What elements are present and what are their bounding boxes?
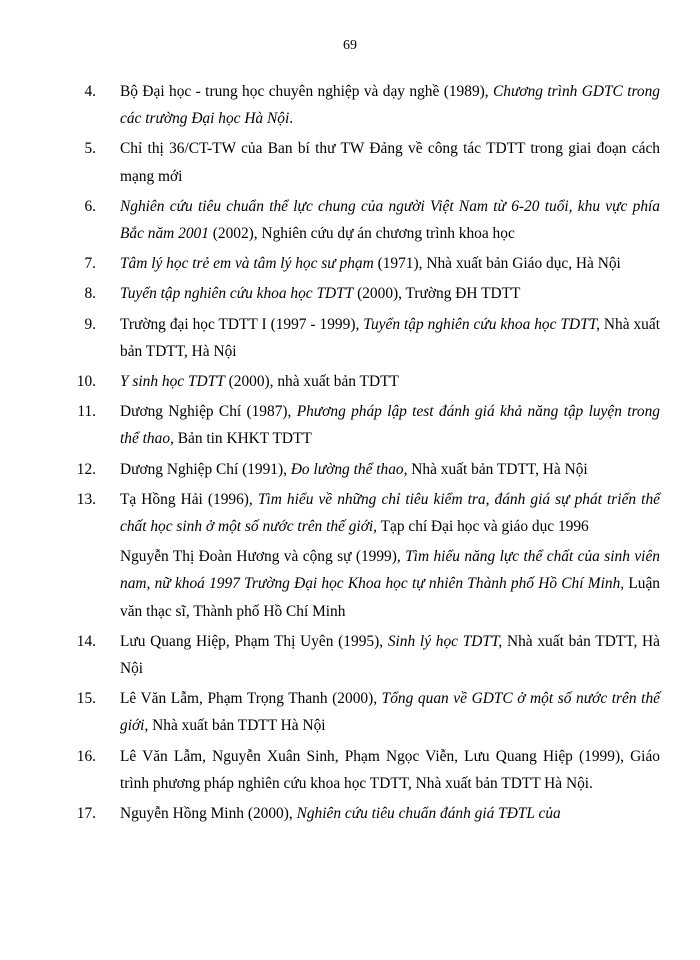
reference-text: Bộ Đại học - trung học chuyên nghiệp và dạy nghề (1989), [120, 83, 494, 100]
reference-number: 14. [76, 632, 96, 650]
reference-item [84, 193, 660, 247]
reference-item [84, 78, 660, 132]
reference-item [76, 486, 660, 540]
reference-item [84, 135, 660, 189]
reference-text: , Nhà xuất bản TDTT Hà Nội [144, 717, 326, 735]
reference-item [77, 398, 660, 452]
page-number: 69 [343, 38, 357, 53]
reference-title: Y sinh học TDTT [120, 373, 225, 391]
reference-text: Dương Nghiệp Chí (1987), [120, 403, 297, 421]
reference-text: , Luận văn thạc sĩ, Thành phố Hồ Chí Minh [120, 575, 660, 620]
reference-text: Nhà xuất bản TDTT, Hà Nội [120, 315, 660, 360]
reference-item [76, 743, 660, 797]
reference-title: Tìm hiểu về những chỉ tiêu kiểm tra, đánh giá sự phát triển thể chất học sinh ở một số nước trên thế giới, [120, 490, 660, 536]
reference-title: Tổng quan về GDTC ở một số nước trên thế giới [120, 690, 660, 735]
reference-number: 9. [84, 315, 96, 333]
reference-number: 16. [76, 747, 96, 765]
reference-title: Tìm hiểu năng lực thể chất của sinh viên nam, nữ khoá 1997 Trường Đại học Khoa học tự nhiên Thành phố Hồ Chí Minh [120, 548, 660, 593]
reference-item [76, 685, 660, 739]
reference-number: 5. [84, 140, 96, 158]
reference-number: 13. [76, 490, 96, 508]
reference-text: Nhà xuất bản TDTT, Hà Nội [407, 460, 588, 478]
reference-title: Nghiên cứu tiêu chuẩn đánh giá TĐTL của [296, 805, 561, 823]
reference-number: 17. [76, 805, 96, 823]
reference-text: Nguyễn Hồng Minh (2000), [120, 805, 297, 823]
reference-item [120, 543, 660, 625]
reference-text: Trường đại học TDTT I (1997 - 1999), [120, 315, 364, 333]
reference-number: 4. [84, 83, 96, 100]
reference-number: 10. [76, 373, 96, 391]
reference-item [84, 250, 660, 277]
reference-number: 7. [84, 255, 96, 273]
reference-title: Đo lường thể thao, [290, 460, 408, 478]
reference-title: Phương pháp lập test đánh giá khả năng tập luyện trong thể thao, [120, 403, 660, 448]
reference-number: 6. [84, 197, 96, 215]
reference-item [84, 311, 660, 365]
reference-text: Lưu Quang Hiệp, Phạm Thị Uyên (1995), [120, 632, 388, 650]
reference-text: Chỉ thị 36/CT-TW của Ban bí thư TW Đảng về công tác TDTT trong giai đoạn cách mạng mới [120, 140, 660, 185]
reference-title: Tuyển tập nghiên cứu khoa học TDTT [120, 285, 354, 303]
reference-item [76, 368, 660, 395]
reference-title: Sinh lý học TDTT, [387, 632, 503, 650]
reference-title: Tâm lý học trẻ em và tâm lý học sư phạm [120, 255, 374, 273]
reference-number: 8. [84, 285, 96, 303]
reference-item [84, 280, 660, 307]
reference-item [76, 800, 660, 827]
reference-text: Lê Văn Lẫm, Phạm Trọng Thanh (2000), [120, 690, 382, 708]
reference-text: Tạp chí Đại học và giáo dục 1996 [377, 518, 589, 536]
reference-list [76, 78, 660, 827]
reference-text: Nguyễn Thị Đoàn Hương và cộng sự (1999), [120, 548, 406, 566]
reference-item [76, 628, 660, 682]
reference-text: Bản tin KHKT TDTT [173, 430, 312, 448]
reference-text: (2000), Trường ĐH TDTT [353, 285, 521, 303]
reference-text: Dương Nghiệp Chí (1991), [120, 460, 291, 478]
reference-number: 15. [76, 690, 96, 708]
reference-text: Lê Văn Lẫm, Nguyễn Xuân Sinh, Phạm Ngọc Viễn, Lưu Quang Hiệp (1999), Giáo trình phương pháp nghiên cứu khoa học TDTT, Nhà xuất bản TDTT Hà Nội. [120, 747, 660, 792]
reference-item [76, 456, 660, 483]
reference-title: Nghiên cứu tiêu chuẩn thể lực chung của người Việt Nam từ 6-20 tuổi, khu vực phía Bắc năm 2001 [120, 197, 660, 243]
reference-number: 11. [77, 403, 96, 421]
reference-text: (2000), nhà xuất bản TDTT [224, 373, 399, 391]
reference-text: (2002), Nghiên cứu dự án chương trình khoa học [208, 225, 515, 243]
reference-title: Chương trình GDTC trong các trường Đại học Hà Nội [120, 83, 660, 128]
reference-number: 12. [76, 460, 96, 478]
reference-title: Tuyển tập nghiên cứu khoa học TDTT, [363, 315, 600, 333]
reference-text: Tạ Hồng Hải (1996), [120, 490, 258, 508]
reference-text: (1971), Nhà xuất bản Giáo dục, Hà Nội [373, 255, 621, 273]
reference-text: . [289, 110, 294, 128]
reference-text: Nhà xuất bản TDTT, Hà Nội [120, 632, 660, 678]
